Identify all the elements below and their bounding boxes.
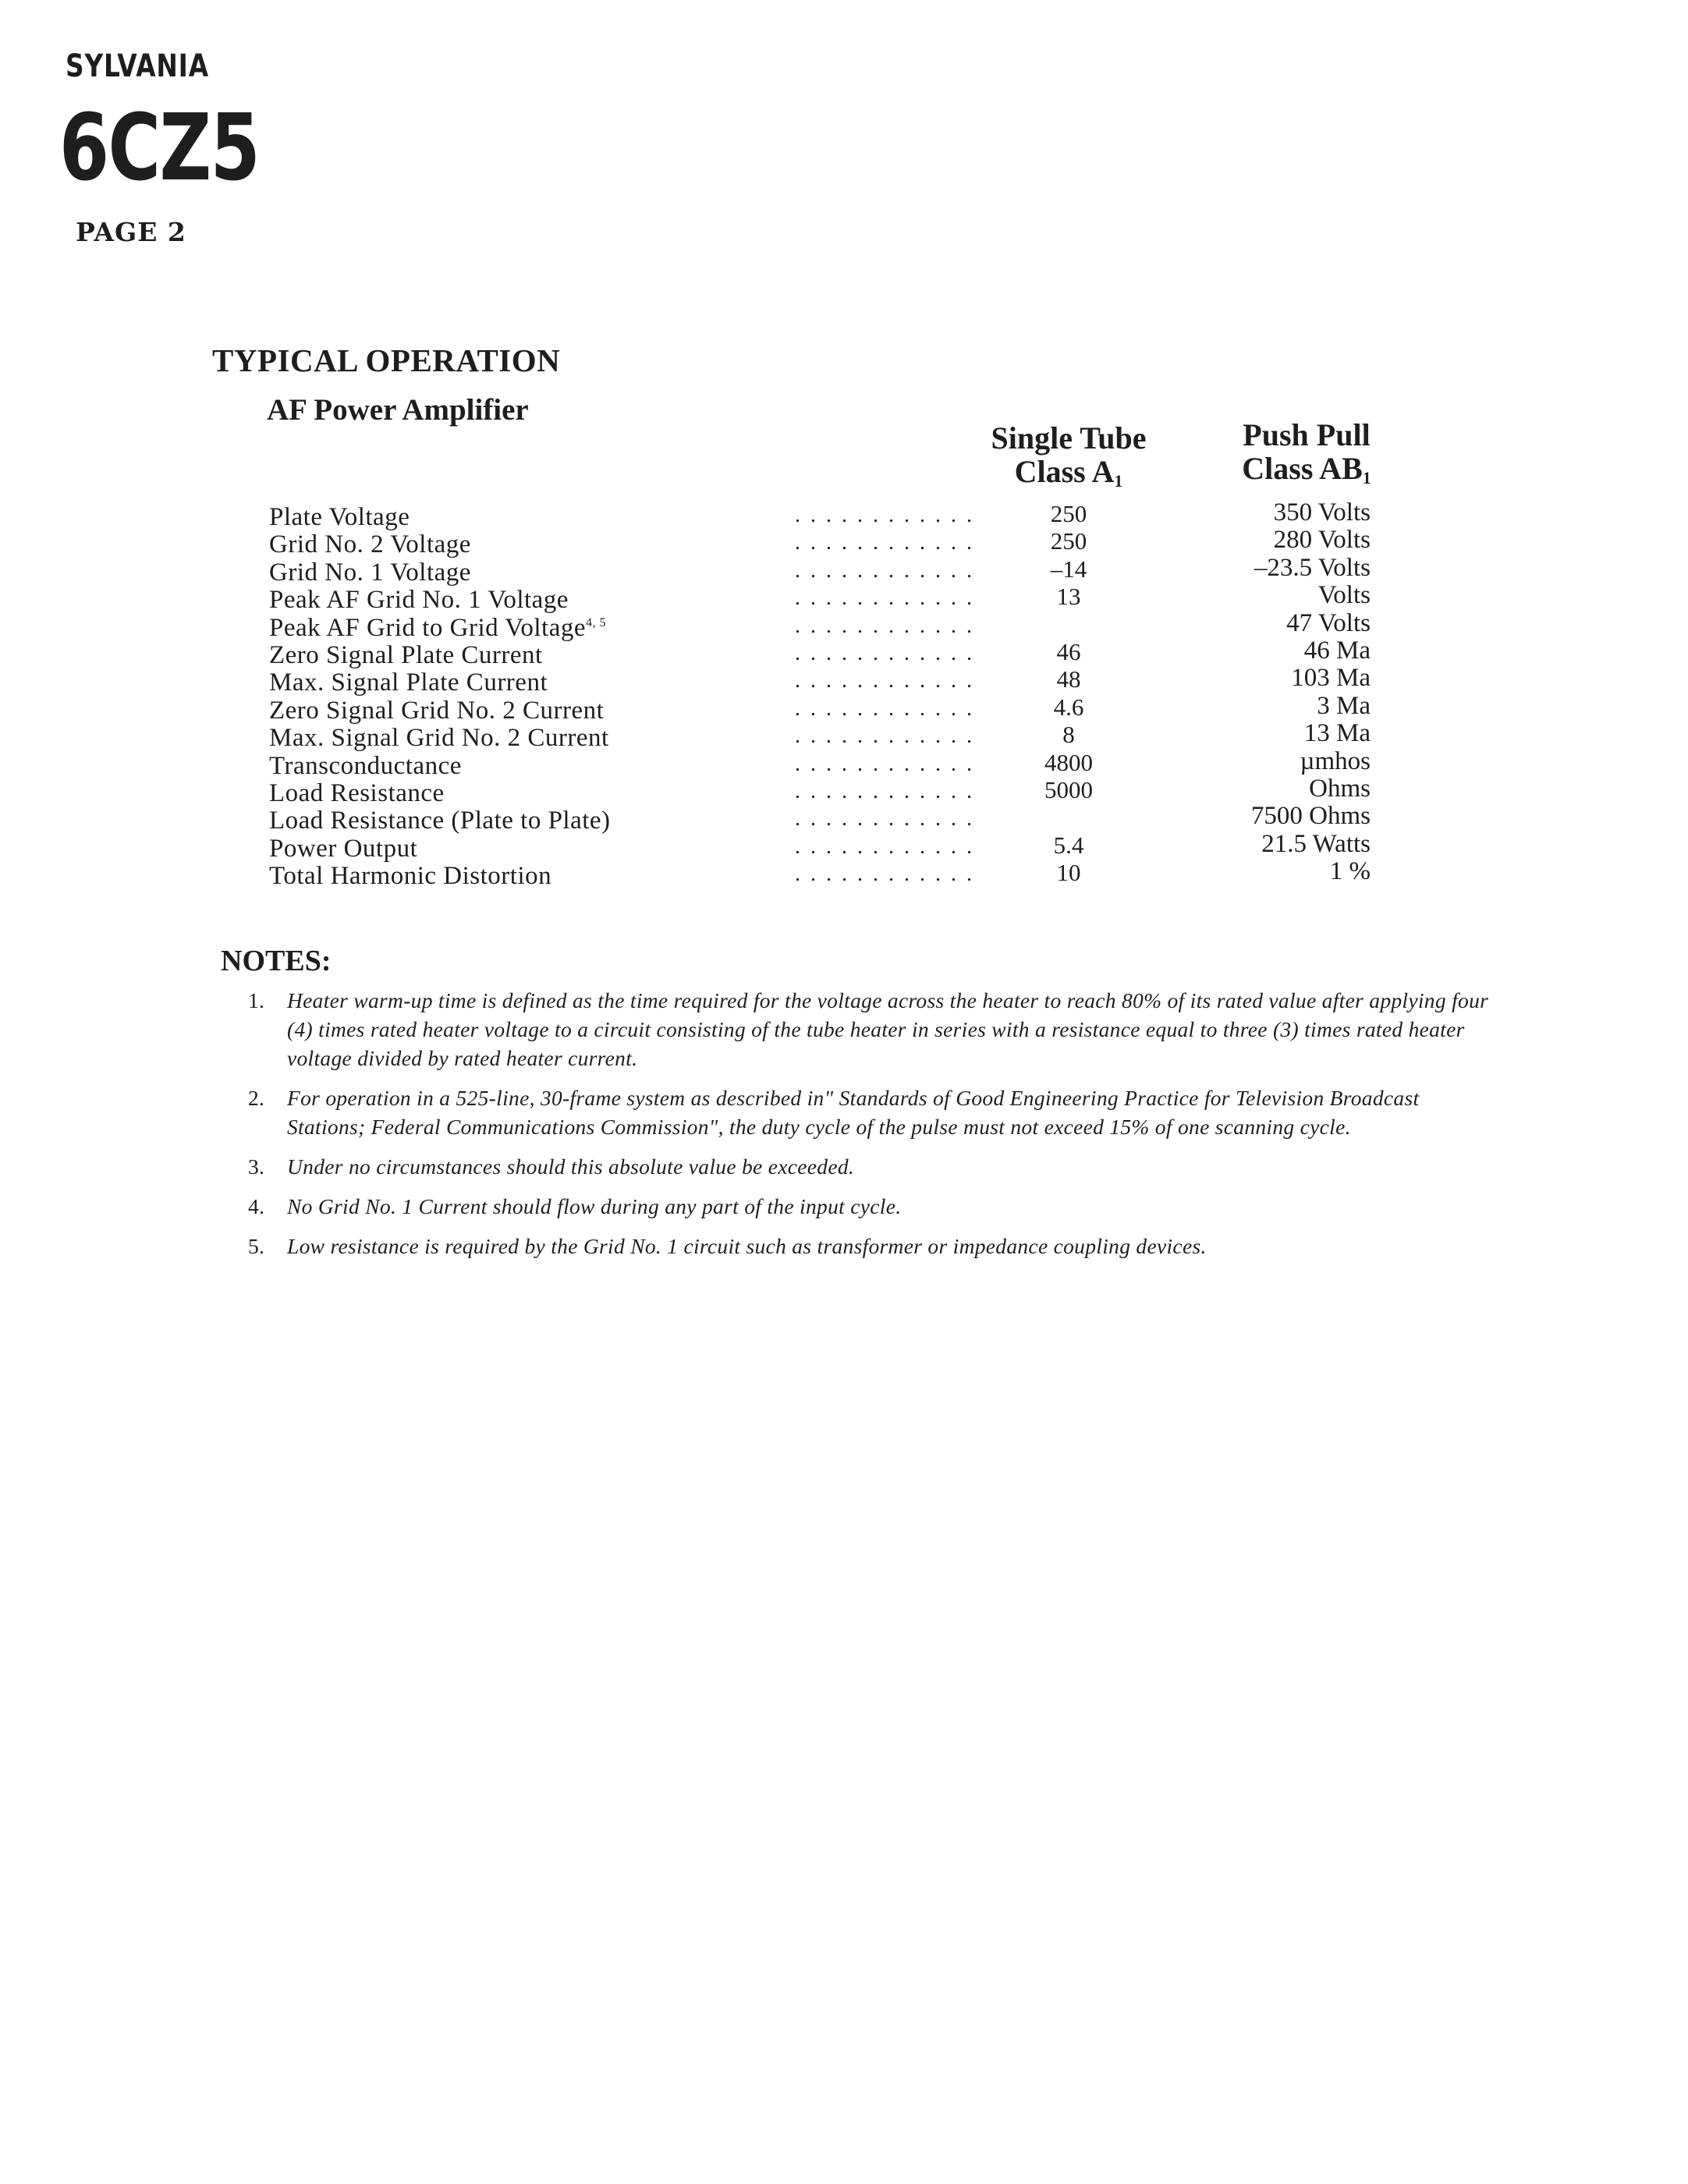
- push-pull-value: 3 Ma: [1317, 691, 1371, 720]
- note-number: 4.: [248, 1194, 265, 1218]
- note-number: 5.: [248, 1234, 265, 1258]
- note-number: 3.: [248, 1154, 265, 1179]
- single-tube-value: 5000: [1044, 775, 1093, 803]
- single-tube-value: 10: [1056, 859, 1081, 887]
- row-label: Plate Voltage: [269, 503, 410, 531]
- tube-model: 6CZ5: [59, 94, 260, 201]
- single-tube-value: 250: [1050, 527, 1087, 555]
- note-item: [248, 1232, 1496, 1260]
- row-label: Power Output: [269, 834, 418, 863]
- note-item: [248, 1152, 1496, 1181]
- push-pull-value: Volts: [1317, 581, 1371, 610]
- column-header-single-tube: [963, 421, 1174, 498]
- table-row: [0, 774, 1688, 807]
- note-text: Heater warm-up time is defined as the time required for the voltage across the heater to reach 80% of its rated value after applying four (4) times rated heater voltage to a circuit consisting of the tube heater in series with a resistance equal to three (3) times rated heater voltage divided by rated heater current.: [287, 988, 1489, 1070]
- leader-dots: ............: [795, 807, 982, 831]
- row-label: Max. Signal Plate Current: [269, 668, 548, 697]
- table-row: [0, 526, 1688, 559]
- note-text: Under no circumstances should this absolute value be exceeded.: [287, 1154, 855, 1179]
- row-label: Max. Signal Grid No. 2 Current: [269, 724, 609, 753]
- leader-dots: ............: [795, 640, 982, 665]
- single-tube-value: 8: [1062, 721, 1075, 749]
- operation-table: [0, 498, 1688, 891]
- leader-dots: ............: [795, 696, 982, 721]
- table-row: [0, 829, 1688, 863]
- row-label: Grid No. 2 Voltage: [269, 530, 471, 559]
- row-label: Grid No. 1 Voltage: [269, 558, 471, 587]
- row-label: Load Resistance (Plate to Plate): [269, 807, 611, 835]
- table-row: [0, 553, 1688, 587]
- table-row: [0, 719, 1688, 753]
- page-number: PAGE 2: [76, 217, 186, 247]
- column-header-line: Single Tube: [991, 420, 1147, 456]
- table-row: [0, 691, 1688, 725]
- row-label: Peak AF Grid No. 1 Voltage: [269, 586, 569, 615]
- leader-dots: ............: [795, 586, 982, 611]
- table-row: [0, 636, 1688, 669]
- note-number: 2.: [248, 1086, 265, 1110]
- single-tube-value: 48: [1056, 665, 1081, 693]
- brand-name: SYLVANIA: [66, 48, 209, 84]
- row-label: Total Harmonic Distortion: [269, 862, 552, 891]
- leader-dots: ............: [795, 724, 982, 749]
- leader-dots: ............: [795, 862, 982, 887]
- section-title: TYPICAL OPERATION: [212, 342, 561, 378]
- push-pull-value: 7500 Ohms: [1250, 802, 1371, 831]
- push-pull-value: Ohms: [1309, 774, 1371, 803]
- row-label: Transconductance: [269, 751, 462, 780]
- push-pull-value: 103 Ma: [1291, 664, 1371, 693]
- notes-title: NOTES:: [221, 945, 332, 977]
- note-text: Low resistance is required by the Grid No. 1 circuit such as transformer or impedance coupling devices.: [287, 1234, 1207, 1258]
- note-text: For operation in a 525-line, 30-frame system as described in" Standards of Good Engineering Practice for Television Broadcast Stations; Federal Communications Commission", the duty cycle of the pulse must not exceed 15% of one scanning cycle.: [287, 1086, 1420, 1139]
- table-row: [0, 608, 1688, 642]
- column-header-line: Push Pull: [1243, 417, 1371, 452]
- column-header-push-pull: [1201, 418, 1412, 495]
- push-pull-value: 13 Ma: [1303, 719, 1371, 748]
- single-tube-value: 4800: [1044, 748, 1093, 776]
- push-pull-value: 350 Volts: [1273, 498, 1371, 526]
- table-row: [0, 581, 1688, 615]
- push-pull-value: 21.5 Watts: [1261, 829, 1371, 858]
- note-number: 1.: [248, 988, 265, 1012]
- note-item: [248, 1083, 1496, 1141]
- table-row: [0, 664, 1688, 697]
- row-label: Peak AF Grid to Grid Voltage$^{4, 5}$: [269, 613, 607, 642]
- single-tube-value: 5.4: [1053, 831, 1084, 859]
- row-label: Zero Signal Grid No. 2 Current: [269, 696, 605, 725]
- note-text: No Grid No. 1 Current should flow during any part of the input cycle.: [287, 1194, 902, 1218]
- table-row: [0, 746, 1688, 780]
- push-pull-value: 46 Ma: [1303, 636, 1371, 665]
- push-pull-value: 47 Volts: [1286, 608, 1371, 637]
- single-tube-value: 250: [1050, 500, 1087, 527]
- push-pull-value: 280 Volts: [1273, 526, 1371, 555]
- leader-dots: ............: [795, 778, 982, 803]
- column-header-line: Class $A_1$: [1014, 454, 1123, 491]
- leader-dots: ............: [795, 613, 982, 638]
- note-item: [248, 1192, 1496, 1221]
- note-item: [248, 986, 1496, 1072]
- table-row: [0, 857, 1688, 891]
- notes-list: [248, 986, 1496, 1271]
- leader-dots: ............: [795, 751, 982, 776]
- single-tube-value: 4.6: [1053, 693, 1084, 721]
- leader-dots: ............: [795, 530, 982, 555]
- push-pull-value: µmhos: [1300, 746, 1371, 775]
- leader-dots: ............: [795, 503, 982, 527]
- subsection-title: AF Power Amplifier: [267, 393, 529, 427]
- single-tube-value: 13: [1056, 583, 1081, 611]
- single-tube-value: 46: [1056, 637, 1081, 665]
- row-label: Load Resistance: [269, 778, 445, 807]
- column-header-line: Class $AB_1$: [1242, 451, 1371, 488]
- table-row: [0, 802, 1688, 835]
- leader-dots: ............: [795, 558, 982, 583]
- push-pull-value: –23.5 Volts: [1254, 553, 1371, 582]
- push-pull-value: 1 %: [1329, 857, 1371, 886]
- leader-dots: ............: [795, 834, 982, 859]
- row-label: Zero Signal Plate Current: [269, 640, 543, 669]
- table-row: [0, 498, 1688, 531]
- single-tube-value: –14: [1050, 555, 1087, 583]
- leader-dots: ............: [795, 668, 982, 693]
